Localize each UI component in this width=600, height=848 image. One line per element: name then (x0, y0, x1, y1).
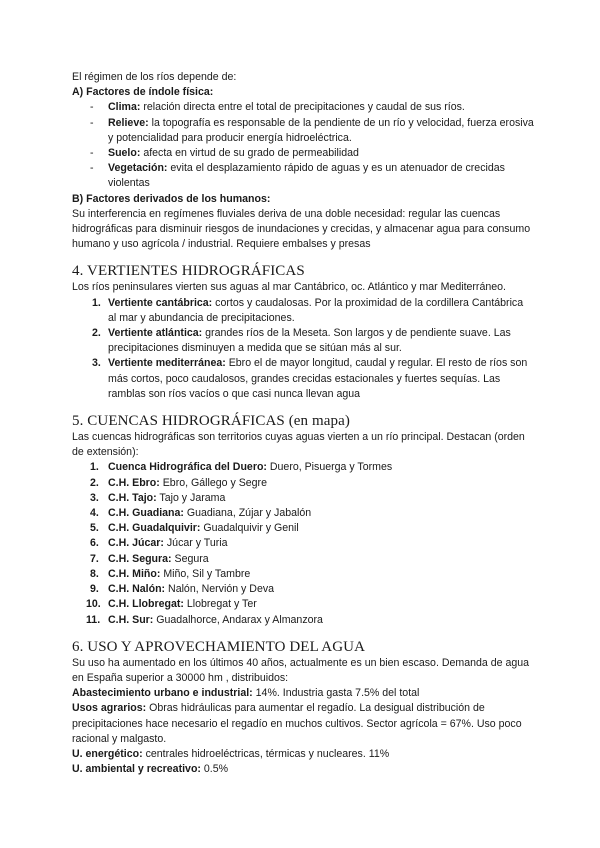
list-item: 7. C.H. Segura: Segura (90, 552, 209, 565)
list-item: - Suelo: afecta en virtud de su grado de permeabilidad (72, 146, 534, 161)
usage-line: Usos agrarios: Obras hidráulicas para aumentar el regadío. La desigual distribución de precipitaciones hace necesario el regadío en muchos cultivos. Sector agrícola = 67%. Uso poco racional y malgasto. (72, 702, 522, 745)
list-item: 9. C.H. Nalón: Nalón, Nervión y Deva (90, 583, 275, 596)
usage-line: Abastecimiento urbano e industrial: 14%. Industria gasta 7.5% del total (72, 687, 420, 700)
intro-text: El régimen de los ríos depende de: (72, 71, 237, 83)
document-page (72, 70, 534, 777)
section-a-heading: A) Factores de índole física: (72, 86, 214, 99)
list-item: 6. C.H. Júcar: Júcar y Turia (90, 537, 228, 550)
list-item: 2. C.H. Ebro: Ebro, Gállego y Segre (90, 476, 267, 489)
list-item: 5. C.H. Guadalquivir: Guadalquivir y Genil (90, 522, 299, 535)
usage-line: U. ambiental y recreativo: 0.5% (72, 763, 229, 776)
section-6-intro: Su uso ha aumentado en los últimos 40 años, actualmente es un bien escaso. Demanda de agua en España superior a 30000 hm , distribuidos: (72, 656, 530, 684)
list-item: 1. Cuenca Hidrográfica del Duero: Duero, Pisuerga y Tormes (90, 461, 393, 474)
list-item: 4. C.H. Guadiana: Guadiana, Zújar y Jabalón (90, 507, 312, 520)
section-b-heading: B) Factores derivados de los humanos: (72, 192, 271, 205)
section-5-title: 5. CUENCAS HIDROGRÁFICAS (en mapa) (72, 413, 350, 430)
list-item: - Vegetación: evita el desplazamiento rápido de aguas y es un atenuador de crecidas violentas (72, 161, 534, 191)
section-4-title: 4. VERTIENTES HIDROGRÁFICAS (72, 263, 305, 280)
list-item: - Clima: relación directa entre el total de precipitaciones y caudal de sus ríos. (72, 100, 534, 115)
list-item: 1. Vertiente cantábrica: cortos y caudalosas. Por la proximidad de la cordillera Cantábrica al mar y abundancia de precipitaciones. (92, 296, 524, 324)
section-6-title: 6. USO Y APROVECHAMIENTO DEL AGUA (72, 638, 366, 655)
section-b-text: Su interferencia en regímenes fluviales deriva de una doble necesidad: regular las cuencas hidrográficas para disminuir riesgos de inundaciones y crecidas, y almacenar agua para consumo humano y uso agrícola / industrial. Requiere embalses y presas (72, 207, 531, 251)
section-a-list (72, 100, 534, 191)
section-4-list (72, 296, 534, 402)
section-5-list (72, 460, 534, 627)
usage-line: U. energético: centrales hidroeléctricas, térmicas y nucleares. 11% (72, 747, 390, 760)
list-item: 3. Vertiente mediterránea: Ebro el de mayor longitud, caudal y regular. El resto de ríos son más cortos, poco caudalosos, grandes crecidas estacionales y fuertes sequías. Las ramblas son ríos vacíos o que casi nunca llevan agua (92, 357, 528, 400)
list-item: 3. C.H. Tajo: Tajo y Jarama (90, 491, 226, 504)
list-item: 2. Vertiente atlántica: grandes ríos de la Meseta. Son largos y de pendiente suave. Las precipitaciones disminuyen a medida que se sitúan más al sur. (92, 327, 511, 355)
list-item: 8. C.H. Miño: Miño, Sil y Tambre (90, 567, 251, 580)
list-item: 11. C.H. Sur: Guadalhorce, Andarax y Almanzora (86, 613, 323, 626)
section-4-intro: Los ríos peninsulares vierten sus aguas al mar Cantábrico, oc. Atlántico y mar Mediterráneo. (72, 281, 506, 294)
list-item: - Relieve: la topografía es responsable de la pendiente de un río y velocidad, fuerza erosiva y potencialidad para producir energía hidroeléctrica. (72, 116, 534, 146)
section-5-intro: Las cuencas hidrográficas son territorios cuyas aguas vierten a un río principal. Destacan (orden de extensión): (72, 431, 525, 459)
list-item: 10. C.H. Llobregat: Llobregat y Ter (86, 598, 257, 611)
